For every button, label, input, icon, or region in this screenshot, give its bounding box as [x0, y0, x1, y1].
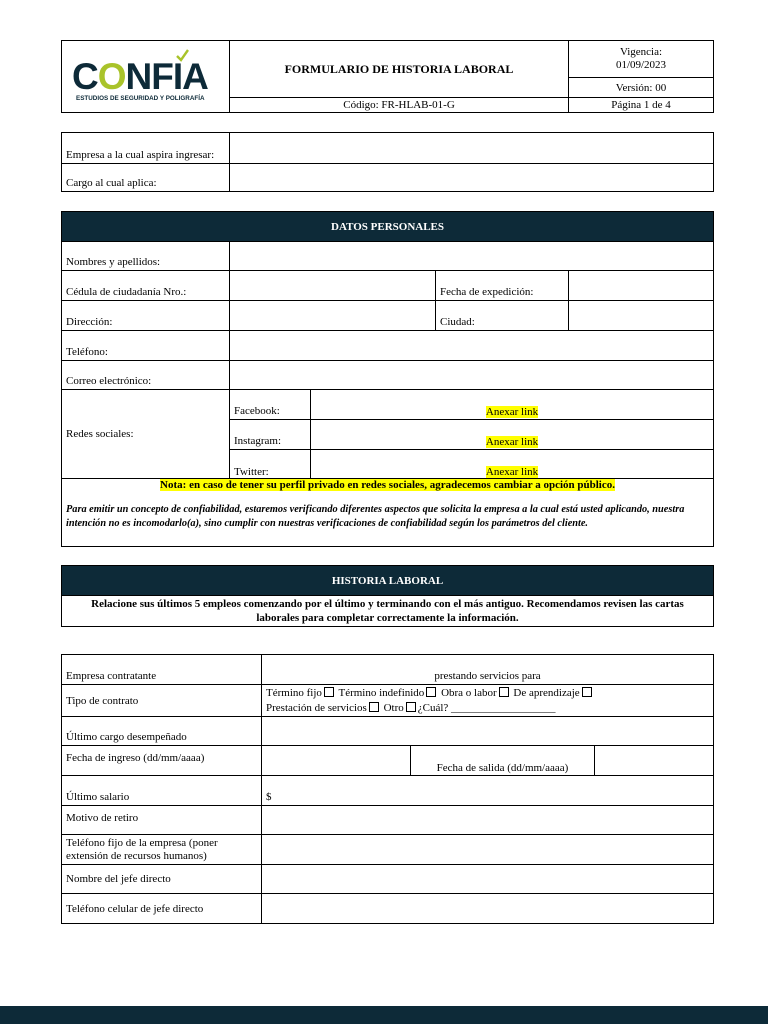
ultimo-salario-field[interactable]: [262, 776, 714, 806]
fecha-ingreso-field[interactable]: [262, 746, 411, 776]
cargo-aplica-field[interactable]: [230, 164, 714, 192]
motivo-retiro-label: Motivo de retiro: [62, 806, 262, 835]
checkbox-fijo[interactable]: [324, 687, 334, 697]
instagram-anexar-link: Anexar link: [485, 436, 539, 448]
company-logo: [62, 48, 230, 106]
nota-text: [66, 479, 709, 491]
empresa-contratante-label: Empresa contratante: [62, 655, 262, 685]
checkbox-prestacion[interactable]: [369, 702, 379, 712]
redes-label: Redes sociales:: [62, 390, 230, 479]
checkbox-aprendizaje[interactable]: [582, 687, 592, 697]
fecha-ingreso-label: Fecha de ingreso (dd/mm/aaaa): [62, 746, 262, 776]
vigencia-cell: [569, 41, 714, 78]
facebook-link-field[interactable]: [311, 390, 714, 420]
nombres-label: Nombres y apellidos:: [62, 242, 230, 271]
direccion-field[interactable]: [230, 301, 436, 331]
twitter-label: Twitter:: [230, 450, 311, 479]
telefono-field[interactable]: [230, 331, 714, 361]
aspiracion-table: [61, 132, 714, 192]
empleo-table: [61, 654, 714, 924]
correo-label: Correo electrónico:: [62, 361, 230, 390]
twitter-link-field[interactable]: [311, 450, 714, 479]
ciudad-label: Ciudad:: [436, 301, 569, 331]
opt-indefinido-label: Término indefinido: [338, 686, 425, 699]
instagram-link-field[interactable]: [311, 420, 714, 450]
historia-laboral-instruccion: Relacione sus últimos 5 empleos comenzando por el último y terminando con el más antiguo. Recomendamos revisen las cartas laborales para completar correctamente la información.: [62, 596, 714, 627]
cargo-aplica-label: Cargo al cual aplica:: [62, 164, 230, 192]
historia-laboral-table: [61, 565, 714, 627]
nombres-field[interactable]: [230, 242, 714, 271]
ultimo-salario-label: Último salario: [62, 776, 262, 806]
empresa-aspira-label: Empresa a la cual aspira ingresar:: [62, 133, 230, 164]
version-label: Versión: 00: [569, 78, 714, 98]
nota-cell: [62, 479, 714, 547]
datos-personales-header: DATOS PERSONALES: [62, 212, 714, 242]
empresa-contratante-field[interactable]: [262, 655, 714, 685]
historia-laboral-header: HISTORIA LABORAL: [62, 566, 714, 596]
vigencia-date: 01/09/2023: [615, 59, 667, 71]
ultimo-cargo-field[interactable]: [262, 717, 714, 746]
logo-cell: [62, 41, 230, 113]
fecha-expedicion-field[interactable]: [569, 271, 714, 301]
header-table: [61, 40, 714, 113]
cedula-label: Cédula de ciudadanía Nro.:: [62, 271, 230, 301]
twitter-anexar-link: Anexar link: [485, 466, 539, 478]
telefono-empresa-field[interactable]: [262, 835, 714, 865]
fecha-expedicion-label: Fecha de expedición:: [436, 271, 569, 301]
direccion-label: Dirección:: [62, 301, 230, 331]
facebook-anexar-link: Anexar link: [485, 406, 539, 418]
datos-personales-table: [61, 211, 714, 547]
opt-obra-label: Obra o labor: [441, 686, 497, 699]
checkbox-obra[interactable]: [499, 687, 509, 697]
fecha-salida-label: Fecha de salida (dd/mm/aaaa): [411, 746, 595, 776]
opt-cual-label: ¿Cuál? ___________________: [417, 701, 556, 714]
cedula-field[interactable]: [230, 271, 436, 301]
opt-prestacion-label: Prestación de servicios: [266, 701, 367, 714]
form-title: FORMULARIO DE HISTORIA LABORAL: [230, 41, 569, 98]
pagina-label: Página 1 de 4: [569, 98, 714, 113]
motivo-retiro-field[interactable]: [262, 806, 714, 835]
ultimo-cargo-label: Último cargo desempeñado: [62, 717, 262, 746]
checkbox-indefinido[interactable]: [426, 687, 436, 697]
opt-aprendizaje-label: De aprendizaje: [513, 686, 580, 699]
prestando-servicios-text: prestando servicios para: [434, 670, 541, 682]
jefe-telefono-field[interactable]: [262, 894, 714, 924]
fecha-salida-field[interactable]: [595, 746, 714, 776]
telefono-empresa-label: Teléfono fijo de la empresa (poner extensión de recursos humanos): [62, 835, 262, 865]
facebook-label: Facebook:: [230, 390, 311, 420]
logo-wordmark: CONFIA: [72, 55, 208, 97]
jefe-nombre-field[interactable]: [262, 865, 714, 894]
correo-field[interactable]: [230, 361, 714, 390]
confiabilidad-paragraph: Para emitir un concepto de confiabilidad, estaremos verificando diferentes aspectos que solicita la empresa a la cual está usted aplicando, nuestra intención no es incomodarlo(a), sino cumplir con nuestras verificaciones de confiabilidad según los parámetros del cliente.: [66, 504, 685, 529]
logo-subtitle: ESTUDIOS DE SEGURIDAD Y POLIGRAFÍA: [76, 94, 205, 102]
empresa-aspira-field[interactable]: [230, 133, 714, 164]
telefono-label: Teléfono:: [62, 331, 230, 361]
ciudad-field[interactable]: [569, 301, 714, 331]
jefe-telefono-label: Teléfono celular de jefe directo: [62, 894, 262, 924]
vigencia-label: Vigencia:: [619, 46, 663, 58]
nota-highlight: Nota: en caso de tener su perfil privado en redes sociales, agradecemos cambiar a opción público.: [160, 479, 615, 491]
codigo-label: Código: FR-HLAB-01-G: [230, 98, 569, 113]
checkbox-otro[interactable]: [406, 702, 416, 712]
footer-bar: [0, 1006, 768, 1024]
jefe-nombre-label: Nombre del jefe directo: [62, 865, 262, 894]
opt-fijo-label: Término fijo: [266, 686, 322, 699]
tipo-contrato-label: Tipo de contrato: [62, 685, 262, 717]
opt-otro-label: Otro: [383, 701, 404, 714]
salario-symbol: $: [266, 791, 272, 803]
tipo-contrato-options: [262, 685, 714, 717]
instagram-label: Instagram:: [230, 420, 311, 450]
